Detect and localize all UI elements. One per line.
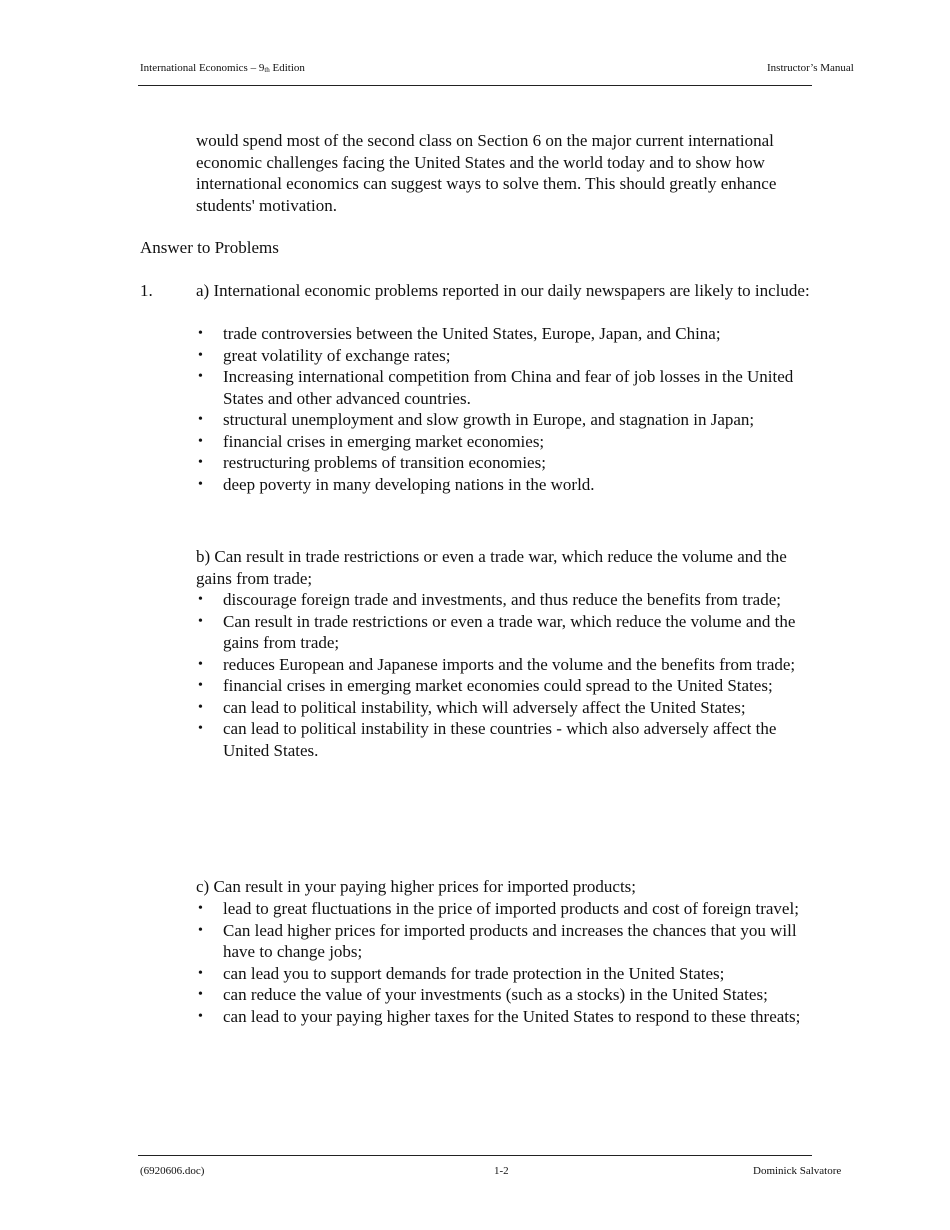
list-item: • Increasing international competition from China and fear of job losses in the United States and other advanced countries. (198, 367, 794, 408)
list-item: • structural unemployment and slow growth in Europe, and stagnation in Japan; (198, 410, 755, 429)
bullet-icon: • (198, 1008, 203, 1024)
bullet-icon: • (198, 369, 203, 384)
page-number: 1-2 (494, 1165, 509, 1177)
list-item: • Can lead higher prices for imported products and increases the chances that you will have to change jobs; (198, 920, 797, 961)
list-item: • financial crises in emerging market economies; (198, 431, 545, 451)
bullet-icon: • (198, 987, 203, 1002)
bullet-icon: • (198, 412, 203, 427)
list-item: • discourage foreign trade and investments, and thus reduce the benefits from trade; (198, 590, 781, 609)
bullet-icon: • (198, 613, 203, 629)
problem-number: 1. (140, 281, 153, 300)
intro-paragraph: would spend most of the second class on Section 6 on the major current international economic challenges facing the United States and the world today and to show how international economics can suggest ways to solve them. This should greatly enhance students' motivation. (196, 131, 777, 215)
list-item: • financial crises in emerging market economies could spread to the United States; (198, 676, 773, 695)
list-item: • can lead to political instability in these countries - which also adversely affect the United States. (198, 719, 777, 760)
bullet-icon: • (198, 326, 203, 341)
footer-divider (138, 1155, 812, 1156)
bullet-icon: • (198, 922, 203, 938)
list-item: • deep poverty in many developing nations in the world. (198, 474, 595, 494)
list-item: • restructuring problems of transition economies; (198, 453, 546, 472)
bullet-icon: • (198, 455, 203, 470)
bullet-icon: • (198, 476, 203, 492)
bullet-icon: • (198, 901, 203, 916)
bullet-icon: • (198, 592, 203, 607)
header-book-title: International Economics – 9th Edition (140, 62, 305, 74)
part-c-lead: c) Can result in your paying higher prices for imported products; (196, 877, 636, 896)
section-heading: Answer to Problems (140, 238, 279, 257)
bullet-icon: • (198, 347, 203, 363)
list-item: • can lead to your paying higher taxes for the United States to respond to these threats; (198, 1006, 801, 1026)
bullet-icon: • (198, 721, 203, 736)
footer-author: Dominick Salvatore (753, 1165, 842, 1177)
part-b-list (196, 589, 816, 761)
list-item: • reduces European and Japanese imports and the volume and the benefits from trade; (198, 654, 796, 674)
header-divider (138, 85, 812, 86)
part-c-list (196, 898, 816, 1027)
footer-filename: (6920606.doc) (140, 1165, 205, 1177)
list-item: • great volatility of exchange rates; (198, 345, 451, 365)
bullet-icon: • (198, 656, 203, 672)
part-a-lead: a) International economic problems reported in our daily newspapers are likely to include: (196, 281, 810, 300)
bullet-icon: • (198, 699, 203, 715)
part-b-lead: b) Can result in trade restrictions or even a trade war, which reduce the volume and the gains from trade; (196, 547, 787, 588)
list-item: • Can result in trade restrictions or even a trade war, which reduce the volume and the gains from trade; (198, 611, 796, 652)
part-a-list (196, 323, 816, 495)
bullet-icon: • (198, 433, 203, 449)
header-manual-label: Instructor’s Manual (767, 62, 854, 74)
list-item: • trade controversies between the United States, Europe, Japan, and China; (198, 324, 721, 343)
list-item: • can reduce the value of your investments (such as a stocks) in the United States; (198, 985, 768, 1004)
list-item: • can lead you to support demands for trade protection in the United States; (198, 963, 725, 983)
bullet-icon: • (198, 965, 203, 981)
list-item: • lead to great fluctuations in the price of imported products and cost of foreign travel; (198, 899, 799, 918)
bullet-icon: • (198, 678, 203, 693)
list-item: • can lead to political instability, which will adversely affect the United States; (198, 697, 746, 717)
